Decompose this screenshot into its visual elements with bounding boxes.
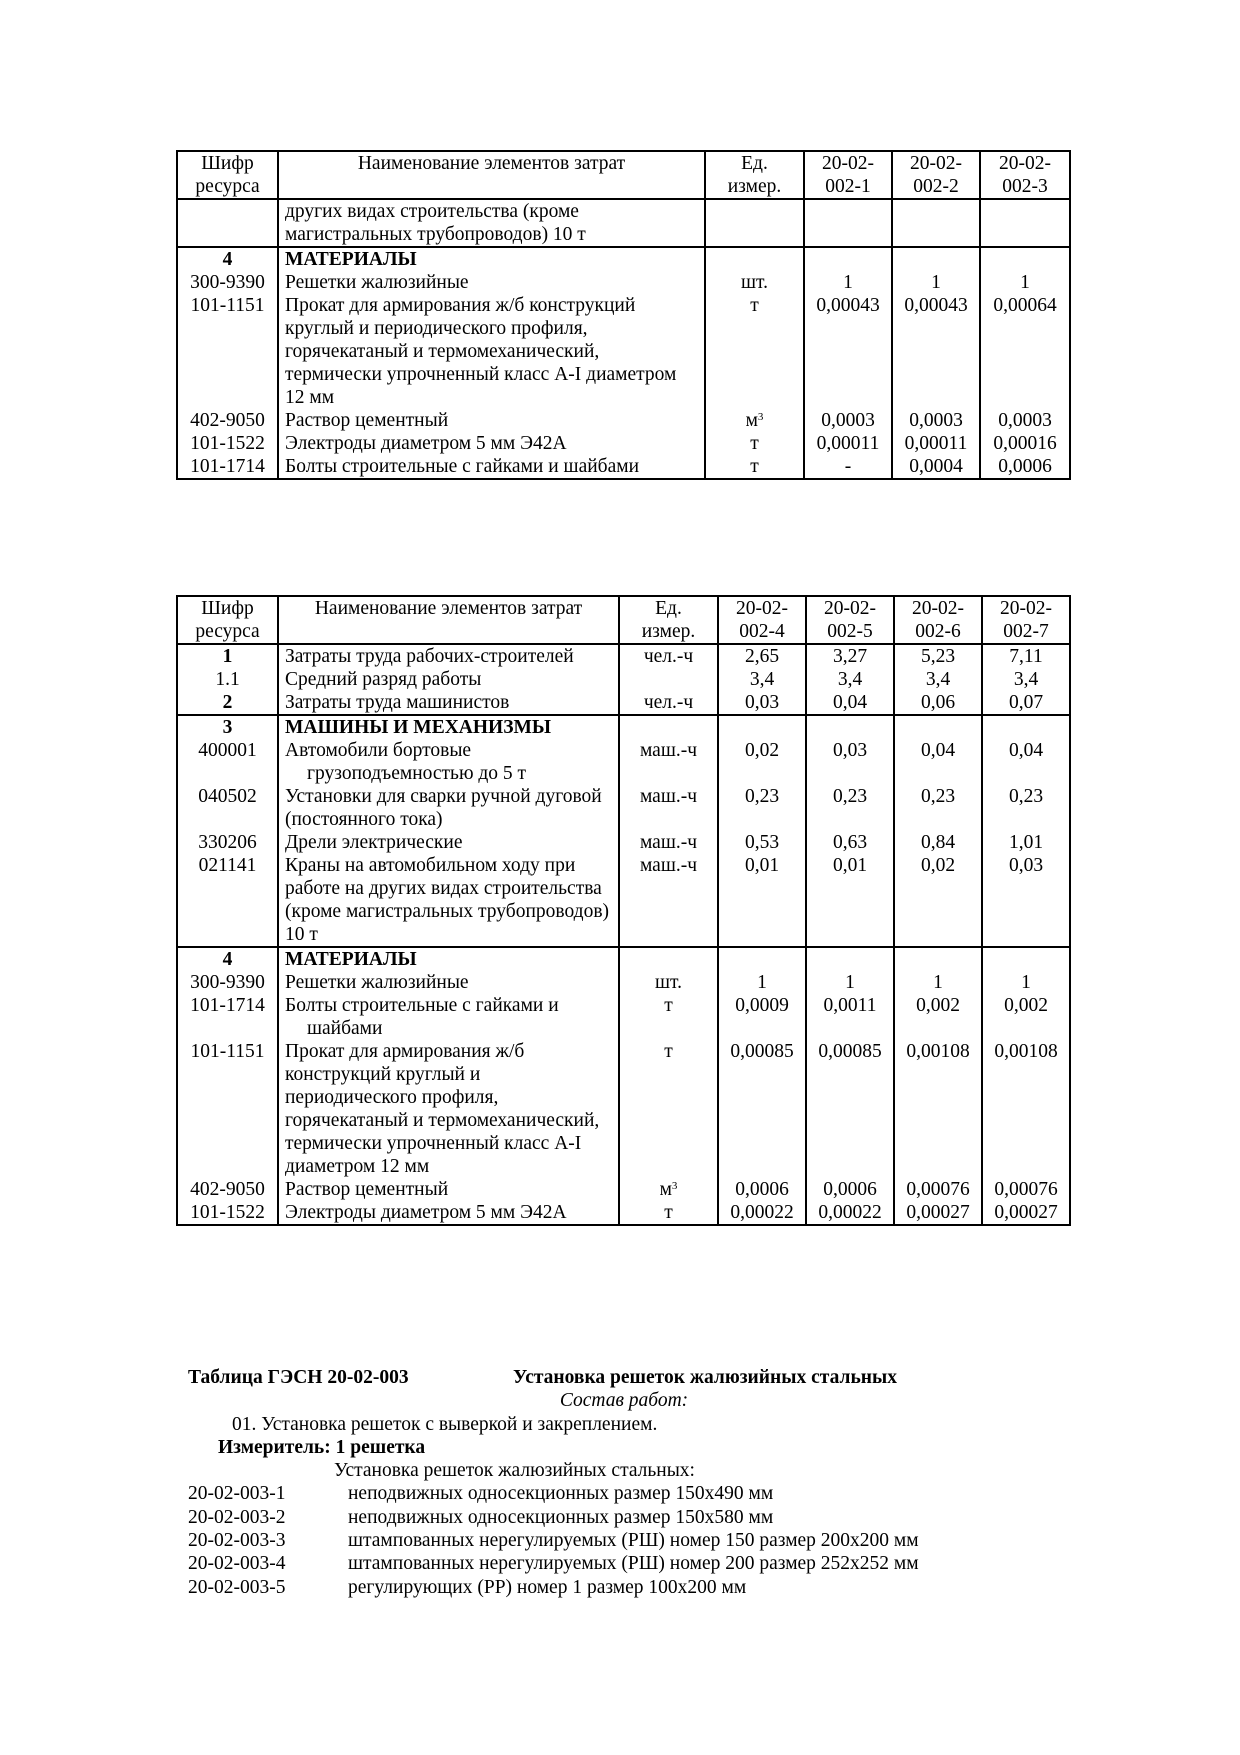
- row-value: 0,00022: [806, 1201, 894, 1225]
- row-value: 3,4: [894, 668, 982, 691]
- header-col-7: 20-02-002-7: [982, 596, 1070, 644]
- row-value: 0,00027: [894, 1201, 982, 1225]
- section-title: МАШИНЫ И МЕХАНИЗМЫ: [278, 715, 619, 739]
- row-value: 0,002: [982, 994, 1070, 1040]
- row-name: Решетки жалюзийные: [278, 971, 619, 994]
- row-value: 1,01: [982, 831, 1070, 854]
- header-col-5: 20-02-002-5: [806, 596, 894, 644]
- table-row: [177, 831, 1070, 854]
- table-header: [177, 596, 1070, 644]
- row-value: 0,00011: [804, 432, 892, 455]
- meter: Измеритель: 1 решетка: [218, 1436, 426, 1458]
- row-value: 0,04: [806, 691, 894, 715]
- row-unit: [619, 668, 718, 691]
- work-heading: Состав работ:: [559, 1390, 689, 1412]
- item-text: штампованных нерегулируемых (РШ) номер 200 размер 252х252 мм: [348, 1553, 919, 1575]
- row-value: 0,00085: [718, 1040, 806, 1178]
- row-name: Дрели электрические: [278, 831, 619, 854]
- carry-over-row: [177, 199, 1070, 247]
- header-code: Шифр ресурса: [177, 596, 278, 644]
- row-value: 0,03: [806, 739, 894, 785]
- row-code: 300-9390: [177, 971, 278, 994]
- row-unit: маш.-ч: [619, 785, 718, 831]
- row-value: 0,00016: [980, 432, 1070, 455]
- row-value: 3,4: [982, 668, 1070, 691]
- row-unit: шт.: [705, 271, 804, 294]
- carry-over-text: других видах строительства (кроме магистральных трубопроводов) 10 т: [278, 199, 705, 247]
- row-name: Краны на автомобильном ходу при работе на других видах строительства (кроме магистральных трубопроводов) 10 т: [278, 854, 619, 947]
- section-code: 4: [177, 247, 278, 271]
- list-item: [188, 1529, 1068, 1552]
- row-name: Электроды диаметром 5 мм Э42А: [278, 1201, 619, 1225]
- row-value: 3,4: [718, 668, 806, 691]
- item-text: штампованных нерегулируемых (РШ) номер 150 размер 200х200 мм: [348, 1530, 919, 1552]
- row-code: 400001: [177, 739, 278, 785]
- row-value: 0,0003: [892, 409, 980, 432]
- row-value: 0,0009: [718, 994, 806, 1040]
- row-value: 0,0006: [806, 1178, 894, 1201]
- header-unit: Ед. измер.: [619, 596, 718, 644]
- row-code: 101-1714: [177, 994, 278, 1040]
- row-value: 0,07: [982, 691, 1070, 715]
- row-value: 0,63: [806, 831, 894, 854]
- row-value: 1: [806, 971, 894, 994]
- table-row: [177, 455, 1070, 479]
- row-value: 0,04: [982, 739, 1070, 785]
- table-row: [177, 1201, 1070, 1225]
- table-label: Таблица ГЭСН 20-02-003: [188, 1367, 409, 1388]
- row-value: 0,0006: [980, 455, 1070, 479]
- row-code: 2: [177, 691, 278, 715]
- row-value: 0,23: [718, 785, 806, 831]
- row-code: 040502: [177, 785, 278, 831]
- table-row: [177, 644, 1070, 668]
- row-value: 0,06: [894, 691, 982, 715]
- row-name: Раствор цементный: [278, 1178, 619, 1201]
- row-value: 0,00108: [982, 1040, 1070, 1178]
- table-row: [177, 854, 1070, 947]
- row-code: 101-1522: [177, 1201, 278, 1225]
- table-row: [177, 1040, 1070, 1178]
- row-value: 0,03: [718, 691, 806, 715]
- row-value: 0,00076: [894, 1178, 982, 1201]
- row-name: Затраты труда машинистов: [278, 691, 619, 715]
- row-name: Установки для сварки ручной дуговой (постоянного тока): [278, 785, 619, 831]
- row-name: Прокат для армирования ж/б конструкций круглый и периодического профиля, горячекатаный и термомеханический, термически упрочненный класс А-I диаметром 12 мм: [278, 294, 705, 409]
- row-value: 0,84: [894, 831, 982, 854]
- section-row: [177, 247, 1070, 271]
- row-name: Автомобили бортовые грузоподъемностью до 5 т: [278, 739, 619, 785]
- row-value: 0,04: [894, 739, 982, 785]
- resource-table-1: [176, 150, 1071, 480]
- item-code: 20-02-003-4: [188, 1553, 286, 1575]
- row-name: Прокат для армирования ж/б конструкций круглый и периодического профиля, горячекатаный и термомеханический, термически упрочненный класс А-I диаметром 12 мм: [278, 1040, 619, 1178]
- table-row: [177, 271, 1070, 294]
- row-value: -: [804, 455, 892, 479]
- items-subtitle: Установка решеток жалюзийных стальных:: [334, 1460, 695, 1482]
- row-name: Электроды диаметром 5 мм Э42А: [278, 432, 705, 455]
- header-name: Наименование элементов затрат: [278, 151, 705, 199]
- row-unit: т: [705, 455, 804, 479]
- row-unit: маш.-ч: [619, 739, 718, 785]
- row-value: 0,00085: [806, 1040, 894, 1178]
- row-value: 1: [804, 271, 892, 294]
- row-unit: т: [619, 1040, 718, 1178]
- row-value: 0,0006: [718, 1178, 806, 1201]
- row-value: 1: [982, 971, 1070, 994]
- list-item: [188, 1506, 1068, 1529]
- row-code: 1: [177, 644, 278, 668]
- item-code: 20-02-003-2: [188, 1506, 286, 1528]
- section-row: [177, 947, 1070, 971]
- header-col-1: 20-02-002-1: [804, 151, 892, 199]
- header-col-2: 20-02-002-2: [892, 151, 980, 199]
- row-unit: т: [705, 294, 804, 409]
- header-col-4: 20-02-002-4: [718, 596, 806, 644]
- item-text: регулирующих (РР) номер 1 размер 100х200 мм: [348, 1576, 747, 1598]
- row-name: Затраты труда рабочих-строителей: [278, 644, 619, 668]
- row-value: 1: [718, 971, 806, 994]
- section-code: 3: [177, 715, 278, 739]
- list-item: [188, 1552, 1068, 1575]
- row-value: 0,23: [982, 785, 1070, 831]
- table-heading-line: [188, 1366, 1068, 1389]
- row-unit: шт.: [619, 971, 718, 994]
- row-unit: $м^3$: [705, 409, 804, 432]
- table-title: Установка решеток жалюзийных стальных: [513, 1367, 897, 1388]
- item-code: 20-02-003-1: [188, 1483, 286, 1505]
- table-row: [177, 668, 1070, 691]
- row-value: 0,0003: [980, 409, 1070, 432]
- header-unit: Ед. измер.: [705, 151, 804, 199]
- row-value: 0,01: [806, 854, 894, 947]
- row-name: Раствор цементный: [278, 409, 705, 432]
- table-row: [177, 971, 1070, 994]
- row-value: 7,11: [982, 644, 1070, 668]
- row-value: 0,00027: [982, 1201, 1070, 1225]
- row-value: 0,03: [982, 854, 1070, 947]
- row-value: 0,0004: [892, 455, 980, 479]
- row-value: 0,02: [894, 854, 982, 947]
- table-row: [177, 1178, 1070, 1201]
- table-row: [177, 294, 1070, 409]
- row-value: 0,0003: [804, 409, 892, 432]
- row-value: 0,00076: [982, 1178, 1070, 1201]
- table-header: [177, 151, 1070, 199]
- item-code: 20-02-003-3: [188, 1530, 286, 1552]
- row-code: 021141: [177, 854, 278, 947]
- row-name: Решетки жалюзийные: [278, 271, 705, 294]
- item-text: неподвижных односекционных размер 150х490 мм: [348, 1483, 774, 1505]
- list-item: [188, 1576, 1068, 1599]
- row-unit: т: [705, 432, 804, 455]
- row-code: 330206: [177, 831, 278, 854]
- section-row: [177, 715, 1070, 739]
- row-code: 300-9390: [177, 271, 278, 294]
- header-col-6: 20-02-002-6: [894, 596, 982, 644]
- table-row: [177, 409, 1070, 432]
- row-unit: $м^3$: [619, 1178, 718, 1201]
- table-row: [177, 994, 1070, 1040]
- table-row: [177, 785, 1070, 831]
- resource-table-2: [176, 595, 1071, 1226]
- row-value: 3,27: [806, 644, 894, 668]
- row-value: 1: [980, 271, 1070, 294]
- row-unit: т: [619, 994, 718, 1040]
- row-unit: чел.-ч: [619, 691, 718, 715]
- row-value: 0,002: [894, 994, 982, 1040]
- row-unit: чел.-ч: [619, 644, 718, 668]
- row-code: 101-1522: [177, 432, 278, 455]
- row-value: 0,23: [894, 785, 982, 831]
- row-value: 0,00043: [804, 294, 892, 409]
- row-value: 0,00022: [718, 1201, 806, 1225]
- row-value: 3,4: [806, 668, 894, 691]
- table-row: [177, 432, 1070, 455]
- section-code: 4: [177, 947, 278, 971]
- row-value: 0,00064: [980, 294, 1070, 409]
- row-value: 5,23: [894, 644, 982, 668]
- header-col-3: 20-02-002-3: [980, 151, 1070, 199]
- row-value: 0,23: [806, 785, 894, 831]
- row-code: 402-9050: [177, 409, 278, 432]
- row-code: 1.1: [177, 668, 278, 691]
- row-value: 0,01: [718, 854, 806, 947]
- row-value: 2,65: [718, 644, 806, 668]
- row-value: 0,00108: [894, 1040, 982, 1178]
- row-value: 1: [892, 271, 980, 294]
- table-section-description: [188, 1366, 1068, 1599]
- row-value: 0,00043: [892, 294, 980, 409]
- row-value: 1: [894, 971, 982, 994]
- row-code: 402-9050: [177, 1178, 278, 1201]
- row-value: 0,0011: [806, 994, 894, 1040]
- row-unit: т: [619, 1201, 718, 1225]
- list-item: [188, 1482, 1068, 1505]
- row-name: Болты строительные с гайками и шайбами: [278, 994, 619, 1040]
- item-code: 20-02-003-5: [188, 1576, 286, 1598]
- section-title: МАТЕРИАЛЫ: [278, 947, 619, 971]
- row-value: 0,02: [718, 739, 806, 785]
- row-name: Болты строительные с гайками и шайбами: [278, 455, 705, 479]
- row-value: 0,00011: [892, 432, 980, 455]
- row-name: Средний разряд работы: [278, 668, 619, 691]
- table-row: [177, 691, 1070, 715]
- row-unit: маш.-ч: [619, 831, 718, 854]
- work-item: 01. Установка решеток с выверкой и закреплением.: [232, 1413, 658, 1435]
- section-title: МАТЕРИАЛЫ: [278, 247, 705, 271]
- row-code: 101-1151: [177, 1040, 278, 1178]
- item-text: неподвижных односекционных размер 150х580 мм: [348, 1506, 774, 1528]
- row-unit: маш.-ч: [619, 854, 718, 947]
- table-row: [177, 739, 1070, 785]
- row-code: 101-1151: [177, 294, 278, 409]
- row-code: 101-1714: [177, 455, 278, 479]
- header-code: Шифр ресурса: [177, 151, 278, 199]
- row-value: 0,53: [718, 831, 806, 854]
- header-name: Наименование элементов затрат: [278, 596, 619, 644]
